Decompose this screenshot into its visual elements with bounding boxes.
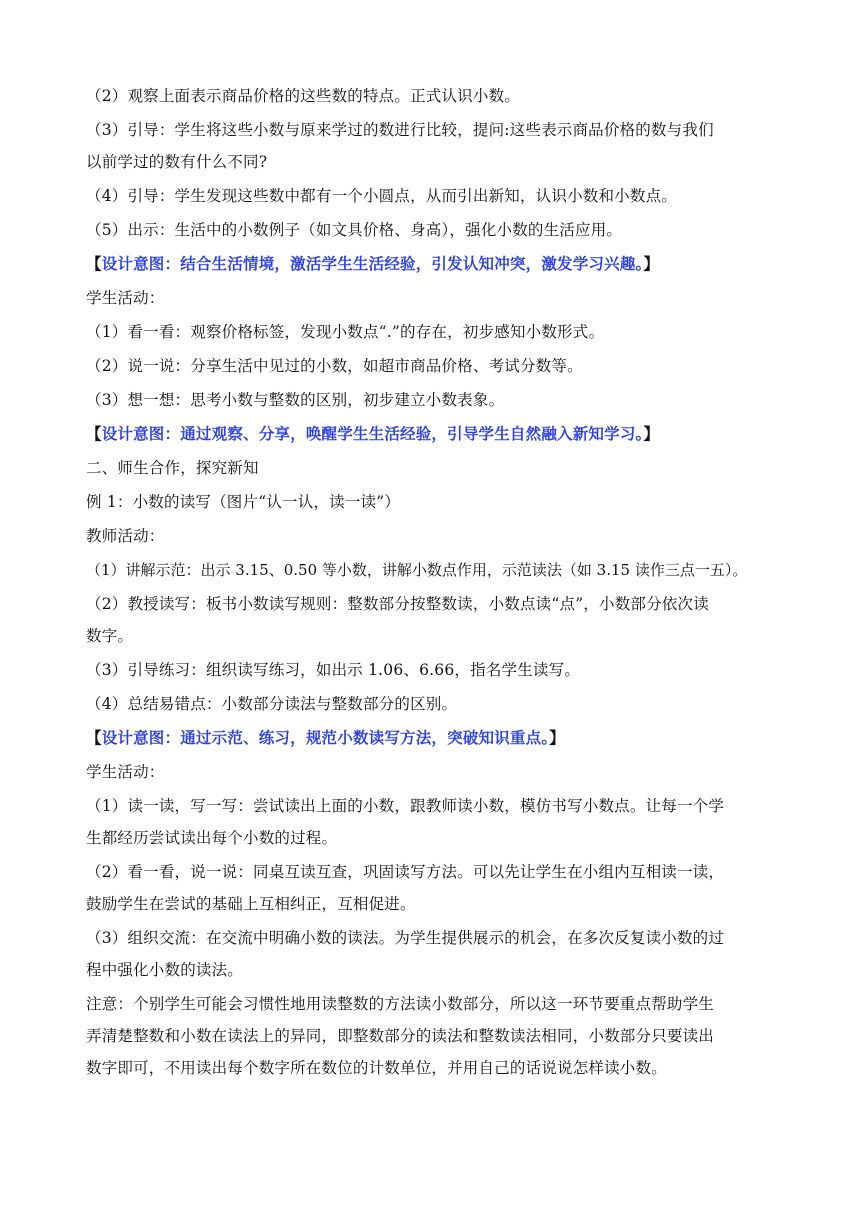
example-1-title: 例 1：小数的读写（图片“认一认，读一读”） [86,493,401,511]
design-intent-label: 设计意图： [101,425,181,443]
note-line3: 数字即可，不用读出每个数字所在数位的计数单位，并用自己的话说说怎样读小数。 [86,1059,667,1077]
teacher-activity-heading: 教师活动： [86,527,165,545]
design-intent-note-1 [86,248,659,280]
teacher-step-4: （4）总结易错点：小数部分读法与整数部分的区别。 [86,695,458,713]
student-step-3: （3）想一想：思考小数与整数的区别，初步建立小数表象。 [86,391,505,409]
student-read-write-line1: （1）读一读，写一写：尝试读出上面的小数，跟教师读小数，模仿书写小数点。让每一个学 [86,797,725,815]
step-3-guide-line2: 以前学过的数有什么不同? [86,153,268,171]
design-intent-text: 通过观察、分享，唤醒学生生活经验，引导学生自然融入新知学习。 [180,425,644,443]
step-2-observe: （2）观察上面表示商品价格的这些数的特点。正式认识小数。 [86,87,520,105]
student-read-write-line2: 生都经历尝试读出每个小数的过程。 [86,829,338,847]
section-heading-explore: 二、师生合作，探究新知 [86,459,259,477]
design-intent-text: 结合生活情境，激活学生生活经验，引发认知冲突，激发学习兴趣。 [180,255,644,273]
design-intent-label: 设计意图： [101,255,181,273]
close-bracket: 】 [549,729,565,747]
design-intent-label: 设计意图： [101,729,181,747]
student-exchange-line1: （3）组织交流：在交流中明确小数的读法。为学生提供展示的机会，在多次反复读小数的过 [86,929,725,947]
design-intent-note-2 [86,418,659,450]
note-line2: 弄清楚整数和小数在读法上的异同，即整数部分的读法和整数读法相同，小数部分只要读出 [86,1027,715,1045]
design-intent-text: 通过示范、练习，规范小数读写方法，突破知识重点。 [180,729,550,747]
note-line1: 注意：个别学生可能会习惯性地用读整数的方法读小数部分，所以这一环节要重点帮助学生 [86,995,715,1013]
student-activity-heading: 学生活动： [86,289,165,307]
student-step-2: （2）说一说：分享生活中见过的小数，如超市商品价格、考试分数等。 [86,357,583,375]
teacher-step-2-line1: （2）教授读写：板书小数读写规则：整数部分按整数读，小数点读“点”，小数部分依次读 [86,595,709,613]
student-exchange-line2: 程中强化小数的读法。 [86,961,244,979]
student-step-1: （1）看一看：观察价格标签，发现小数点“.”的存在，初步感知小数形式。 [86,323,605,341]
teacher-step-2-line2: 数字。 [86,627,134,645]
step-3-guide-line1: （3）引导：学生将这些小数与原来学过的数进行比较，提问:这些表示商品价格的数与我们 [86,121,714,139]
step-5-show: （5）出示：生活中的小数例子（如文具价格、身高），强化小数的生活应用。 [86,221,623,239]
teacher-step-1: （1）讲解示范：出示 3.15、0.50 等小数，讲解小数点作用，示范读法（如 3.15 读作三点一五）。 [86,561,748,579]
open-bracket: 【 [86,255,102,273]
design-intent-note-3 [86,722,565,754]
student-activity-heading-2: 学生活动： [86,763,165,781]
close-bracket: 】 [643,255,660,273]
open-bracket: 【 [86,729,102,747]
close-bracket: 】 [643,425,660,443]
student-look-say-line1: （2）看一看，说一说：同桌互读互查，巩固读写方法。可以先让学生在小组内互相读一读， [86,863,725,881]
student-look-say-line2: 鼓励学生在尝试的基础上互相纠正，互相促进。 [86,895,416,913]
teacher-step-3: （3）引导练习：组织读写练习，如出示 1.06、6.66，指名学生读写。 [86,661,581,679]
step-4-guide: （4）引导：学生发现这些数中都有一个小圆点，从而引出新知，认识小数和小数点。 [86,187,677,205]
open-bracket: 【 [86,425,102,443]
